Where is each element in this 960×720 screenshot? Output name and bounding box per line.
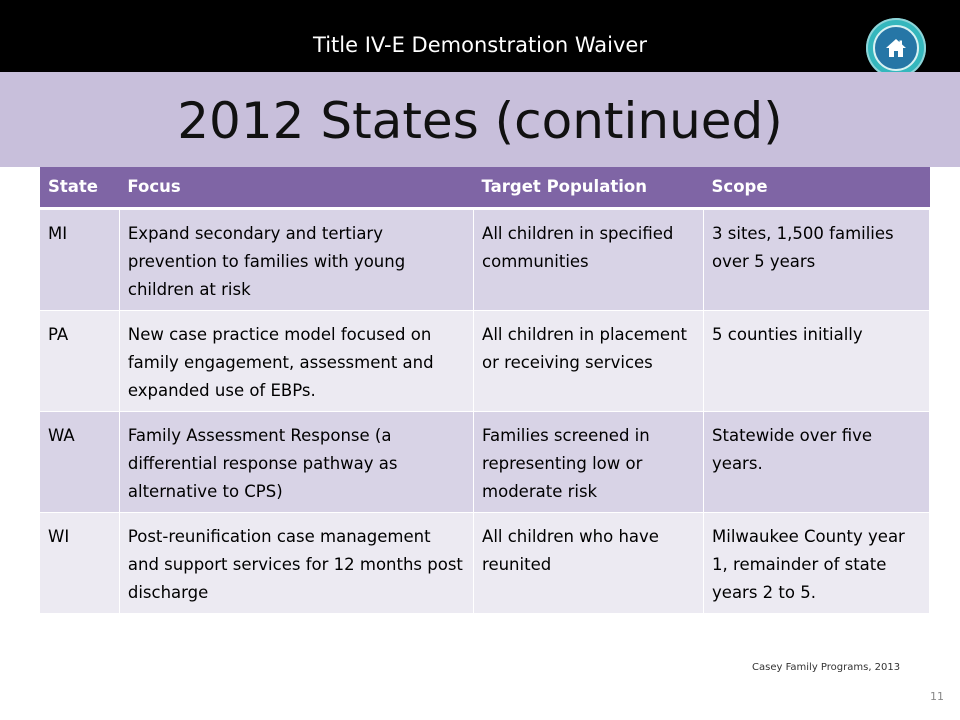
cell-scope: Statewide over five years.: [704, 412, 930, 513]
cell-target-population: All children in placement or receiving services: [474, 311, 704, 412]
cell-target-population: All children in specified communities: [474, 209, 704, 311]
table-row: [40, 513, 930, 614]
table-header-row: [40, 167, 930, 209]
slide-title: 2012 States (continued): [177, 92, 783, 150]
cell-state: WA: [40, 412, 119, 513]
cell-scope: 3 sites, 1,500 families over 5 years: [704, 209, 930, 311]
cell-target-population: Families screened in representing low or moderate risk: [474, 412, 704, 513]
cell-scope: 5 counties initially: [704, 311, 930, 412]
column-header-state: State: [40, 167, 119, 209]
cell-state: MI: [40, 209, 119, 311]
source-citation: Casey Family Programs, 2013: [752, 662, 901, 673]
home-button[interactable]: [866, 18, 926, 78]
cell-focus: Post-reunification case management and support services for 12 months post discharge: [119, 513, 473, 614]
table-row: [40, 412, 930, 513]
cell-state: PA: [40, 311, 119, 412]
column-header-scope: Scope: [704, 167, 930, 209]
states-table: [40, 167, 930, 614]
header-title: Title IV-E Demonstration Waiver: [313, 33, 647, 57]
column-header-focus: Focus: [119, 167, 473, 209]
cell-state: WI: [40, 513, 119, 614]
cell-focus: Expand secondary and tertiary prevention to families with young children at risk: [119, 209, 473, 311]
cell-scope: Milwaukee County year 1, remainder of state years 2 to 5.: [704, 513, 930, 614]
home-button-inner: [873, 25, 919, 71]
home-icon: [884, 36, 908, 60]
table-row: [40, 311, 930, 412]
page-number: 11: [930, 690, 944, 703]
column-header-target-population: Target Population: [474, 167, 704, 209]
cell-focus: New case practice model focused on family engagement, assessment and expanded use of EBPs.: [119, 311, 473, 412]
table-row: [40, 209, 930, 311]
cell-focus: Family Assessment Response (a differential response pathway as alternative to CPS): [119, 412, 473, 513]
cell-target-population: All children who have reunited: [474, 513, 704, 614]
